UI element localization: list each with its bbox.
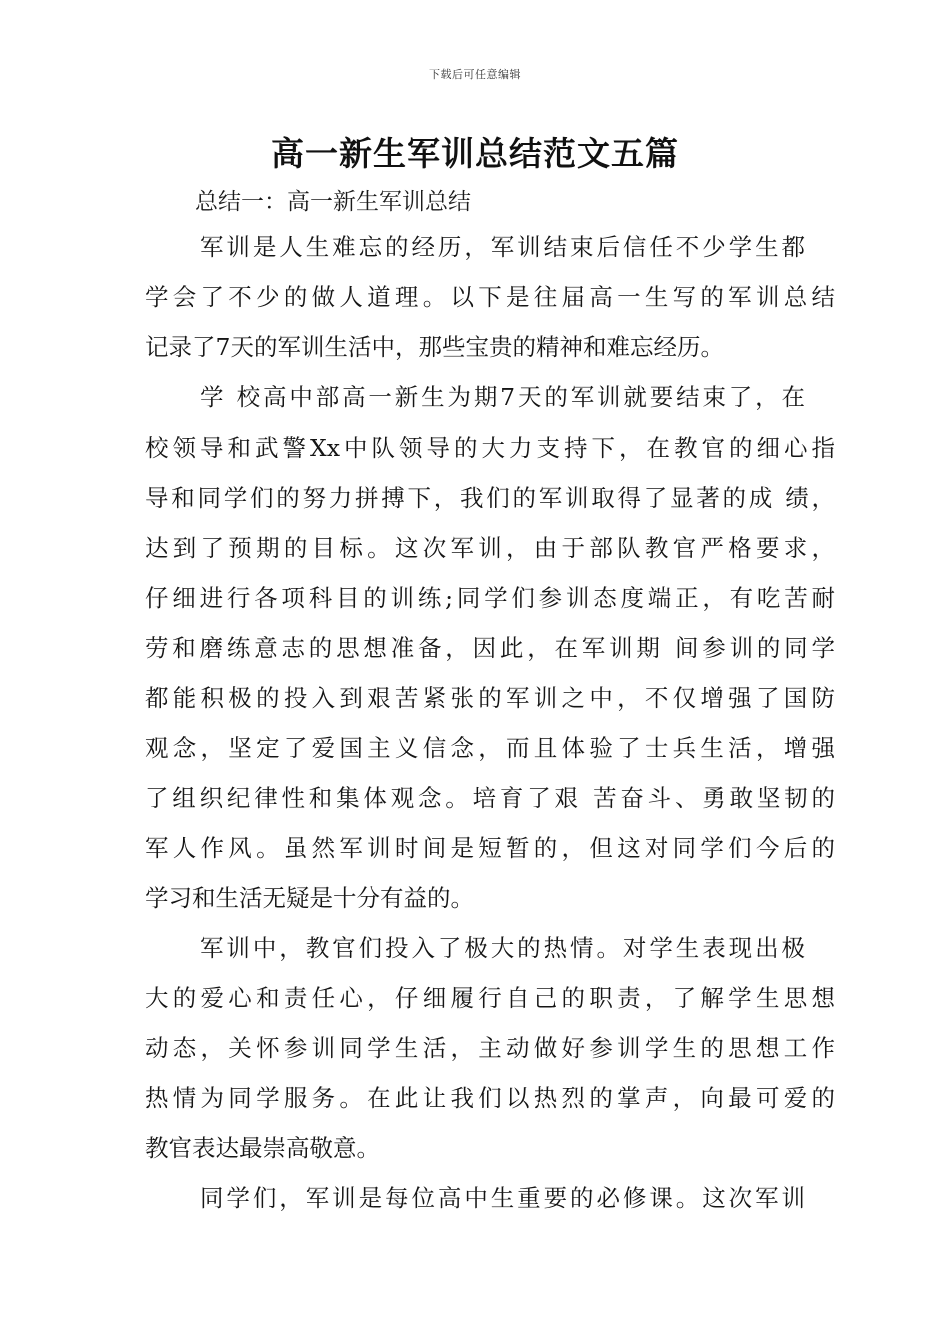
paragraph-line: 都能积极的投入到艰苦紧张的军训之中，不仅增强了国防 — [145, 684, 835, 712]
paragraph-line: 了组织纪律性和集体观念。培育了艰 苦奋斗、勇敢坚韧的 — [145, 784, 835, 812]
paragraph-line: 学习和生活无疑是十分有益的。 — [145, 884, 474, 912]
paragraph-line: 教官表达最崇高敬意。 — [145, 1134, 380, 1162]
paragraph-line: 观念，坚定了爱国主义信念，而且体验了士兵生活，增强 — [145, 734, 835, 762]
paragraph-line: 导和同学们的努力拼搏下，我们的军训取得了显著的成 绩， — [145, 484, 835, 512]
paragraph-line: 记录了7天的军训生活中，那些宝贵的精神和难忘经历。 — [145, 333, 724, 361]
paragraph-line: 军人作风。虽然军训时间是短暂的，但这对同学们今后的 — [145, 834, 835, 862]
paragraph-line: 劳和磨练意志的思想准备，因此，在军训期 间参训的同学 — [145, 634, 835, 662]
paragraph-line: 军训是人生难忘的经历，军训结束后信任不少学生都 — [200, 233, 805, 261]
document-title: 高一新生军训总结范文五篇 — [271, 134, 679, 173]
paragraph-line: 学 校高中部高一新生为期7天的军训就要结束了，在 — [200, 383, 805, 411]
header-note: 下载后可任意编辑 — [429, 68, 521, 81]
paragraph-line: 达到了预期的目标。这次军训，由于部队教官严格要求， — [145, 534, 835, 562]
section-subtitle: 总结一：高一新生军训总结 — [195, 189, 471, 215]
paragraph-line: 仔细进行各项科目的训练;同学们参训态度端正，有吃苦耐 — [145, 584, 835, 612]
paragraph-line: 校领导和武警Xx中队领导的大力支持下，在教官的细心指 — [145, 434, 835, 462]
paragraph-line: 军训中，教官们投入了极大的热情。对学生表现出极 — [200, 934, 805, 962]
paragraph-line: 热情为同学服务。在此让我们以热烈的掌声，向最可爱的 — [145, 1084, 835, 1112]
paragraph-line: 动态，关怀参训同学生活，主动做好参训学生的思想工作 — [145, 1034, 835, 1062]
paragraph-line: 学会了不少的做人道理。以下是往届高一生写的军训总结 — [145, 283, 835, 311]
paragraph-line: 大的爱心和责任心，仔细履行自己的职责，了解学生思想 — [145, 984, 835, 1012]
paragraph-line: 同学们，军训是每位高中生重要的必修课。这次军训 — [200, 1184, 805, 1212]
